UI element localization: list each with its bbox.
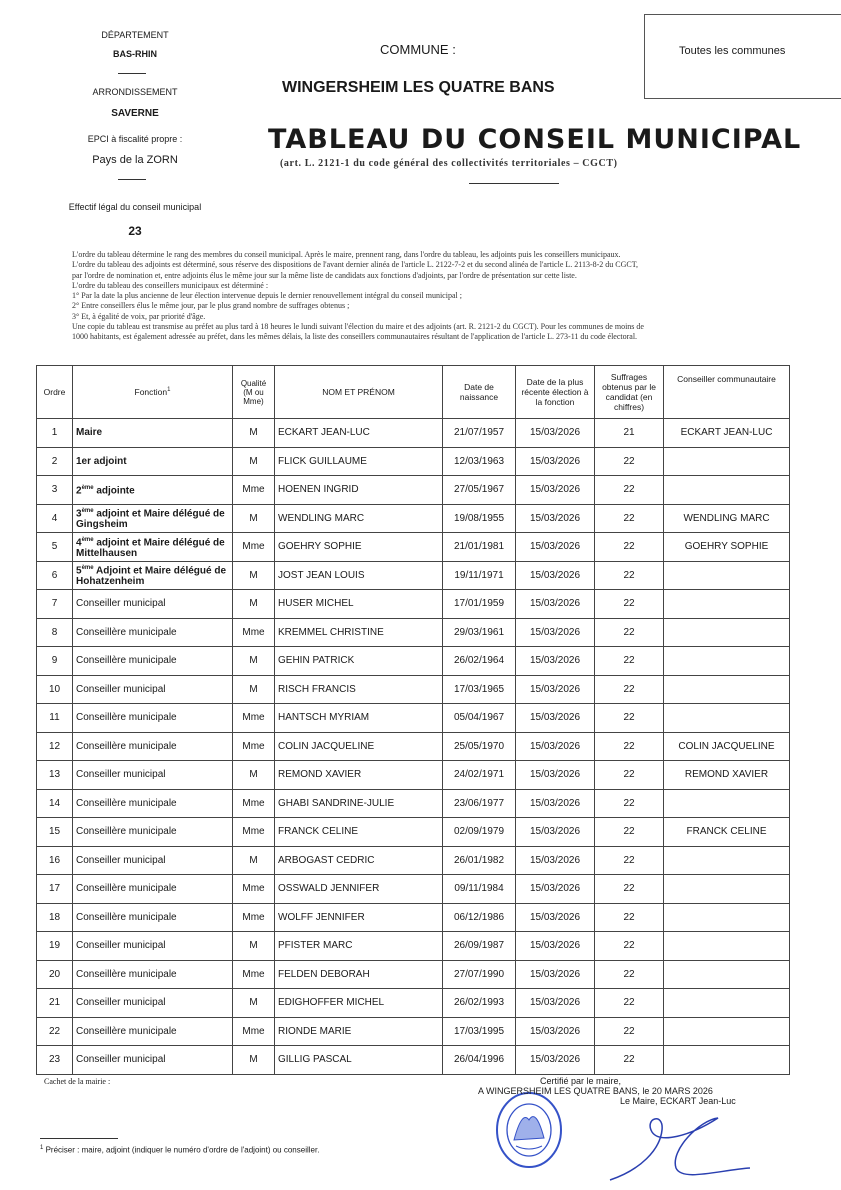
cell-communautaire: FRANCK CELINE (664, 818, 790, 847)
cell-ordre: 17 (37, 875, 73, 904)
fonction-text: Conseillère municipale (76, 883, 177, 895)
cell-qualite: Mme (233, 875, 275, 904)
fonction-text-cont: adjoint et Maire délégué de Gingsheim (76, 508, 225, 531)
cell-fonction (73, 504, 233, 533)
fonction-text: Conseillère municipale (76, 655, 177, 667)
cell-suffrages: 22 (595, 903, 664, 932)
cell-qualite: M (233, 590, 275, 619)
cell-nom: FRANCK CELINE (275, 818, 443, 847)
cell-suffrages: 22 (595, 675, 664, 704)
fonction-text: Conseillère municipale (76, 797, 177, 809)
cell-suffrages: 22 (595, 1046, 664, 1075)
cell-naissance: 29/03/1961 (443, 618, 516, 647)
cell-suffrages: 22 (595, 989, 664, 1018)
cell-communautaire (664, 932, 790, 961)
cell-qualite: Mme (233, 960, 275, 989)
cell-election: 15/03/2026 (516, 818, 595, 847)
cell-qualite: M (233, 846, 275, 875)
col-header-fonction (73, 366, 233, 419)
note-line: 3° Et, à égalité de voix, par priorité d'âge. (72, 311, 206, 321)
col-header-fonction-text: Fonction (134, 387, 168, 397)
cell-fonction (73, 447, 233, 476)
cell-qualite: M (233, 1046, 275, 1075)
cell-fonction (73, 903, 233, 932)
note-line: par l'ordre de nomination et, entre adjoints élus le même jour sur la même liste de candidats aux fonctions d'adjoints, par l'ordre de présentation sur cette liste. (72, 270, 577, 280)
cell-ordre: 6 (37, 561, 73, 590)
cell-nom: WOLFF JENNIFER (275, 903, 443, 932)
cell-election: 15/03/2026 (516, 1017, 595, 1046)
cell-election: 15/03/2026 (516, 533, 595, 562)
cell-fonction (73, 732, 233, 761)
fonction-text-cont: Adjoint et Maire délégué de Hohatzenheim (76, 565, 227, 588)
cell-communautaire: COLIN JACQUELINE (664, 732, 790, 761)
table-row (37, 1017, 790, 1046)
fonction-text: Conseillère municipale (76, 712, 177, 724)
cell-election: 15/03/2026 (516, 504, 595, 533)
cell-communautaire: GOEHRY SOPHIE (664, 533, 790, 562)
cell-fonction (73, 675, 233, 704)
cell-fonction (73, 1046, 233, 1075)
cell-nom: EDIGHOFFER MICHEL (275, 989, 443, 1018)
note-line: L'ordre du tableau détermine le rang des membres du conseil municipal. Après le maire, prennent rang, dans l'ordre du tableau, les adjoints puis les conseillers municipaux. (72, 250, 621, 259)
cell-qualite: M (233, 647, 275, 676)
cell-election: 15/03/2026 (516, 932, 595, 961)
cell-fonction (73, 590, 233, 619)
fonction-text: Conseiller municipal (76, 1054, 166, 1066)
cell-qualite: Mme (233, 533, 275, 562)
table-row (37, 989, 790, 1018)
table-row (37, 875, 790, 904)
cell-nom: HUSER MICHEL (275, 590, 443, 619)
council-table (36, 365, 790, 1075)
cell-ordre: 21 (37, 989, 73, 1018)
cell-naissance: 02/09/1979 (443, 818, 516, 847)
col-header-qualite: Qualité (M ou Mme) (233, 366, 275, 419)
cell-ordre: 16 (37, 846, 73, 875)
ordinal-suffix: ème (81, 536, 94, 543)
mairie-stamp-icon (494, 1090, 564, 1170)
cell-nom: PFISTER MARC (275, 932, 443, 961)
cell-ordre: 7 (37, 590, 73, 619)
table-row (37, 476, 790, 505)
cell-ordre: 8 (37, 618, 73, 647)
cell-fonction (73, 647, 233, 676)
col-header-suffrages: Suffrages obtenus par le candidat (en chiffres) (595, 366, 664, 419)
signatory-line: Le Maire, ECKART Jean-Luc (620, 1096, 736, 1106)
table-row (37, 561, 790, 590)
cell-fonction (73, 875, 233, 904)
cell-ordre: 20 (37, 960, 73, 989)
cell-fonction (73, 618, 233, 647)
cell-qualite: Mme (233, 818, 275, 847)
cell-communautaire (664, 476, 790, 505)
cell-election: 15/03/2026 (516, 675, 595, 704)
note-line: L'ordre du tableau des conseillers municipaux est déterminé : (72, 280, 269, 290)
cell-qualite: M (233, 932, 275, 961)
cell-suffrages: 22 (595, 590, 664, 619)
table-row (37, 618, 790, 647)
cell-suffrages: 22 (595, 960, 664, 989)
cell-fonction (73, 561, 233, 590)
page-title: TABLEAU DU CONSEIL MUNICIPAL (268, 124, 802, 155)
cell-nom: HOENEN INGRID (275, 476, 443, 505)
cell-election: 15/03/2026 (516, 732, 595, 761)
effectif-label: Effectif légal du conseil municipal (68, 202, 202, 212)
cell-nom: GILLIG PASCAL (275, 1046, 443, 1075)
footnote (40, 1145, 319, 1155)
cell-communautaire (664, 561, 790, 590)
cell-nom: FLICK GUILLAUME (275, 447, 443, 476)
cell-naissance: 23/06/1977 (443, 789, 516, 818)
epci-value: Pays de la ZORN (92, 154, 178, 166)
cell-naissance: 17/03/1995 (443, 1017, 516, 1046)
table-row (37, 761, 790, 790)
departement-value: BAS-RHIN (113, 49, 157, 59)
cell-nom: OSSWALD JENNIFER (275, 875, 443, 904)
cell-ordre: 11 (37, 704, 73, 733)
cell-qualite: M (233, 989, 275, 1018)
fonction-text: Conseillère municipale (76, 911, 177, 923)
cell-nom: ARBOGAST CEDRIC (275, 846, 443, 875)
certification-line: Certifié par le maire, (540, 1076, 622, 1086)
cell-ordre: 5 (37, 533, 73, 562)
cell-ordre: 15 (37, 818, 73, 847)
cell-fonction (73, 932, 233, 961)
col-header-ordre: Ordre (37, 366, 73, 419)
cell-nom: KREMMEL CHRISTINE (275, 618, 443, 647)
cell-communautaire (664, 447, 790, 476)
fonction-text: Conseillère municipale (76, 1025, 177, 1037)
cell-nom: REMOND XAVIER (275, 761, 443, 790)
table-row (37, 533, 790, 562)
cell-ordre: 9 (37, 647, 73, 676)
fonction-text: Conseillère municipale (76, 626, 177, 638)
table-row (37, 903, 790, 932)
page-subtitle: (art. L. 2121-1 du code général des collectivités territoriales – CGCT) (280, 158, 618, 169)
cell-naissance: 27/07/1990 (443, 960, 516, 989)
cell-naissance: 05/04/1967 (443, 704, 516, 733)
cell-ordre: 22 (37, 1017, 73, 1046)
commune-label: COMMUNE : (380, 42, 456, 57)
arrondissement-value: SAVERNE (111, 108, 159, 119)
cell-qualite: Mme (233, 732, 275, 761)
cell-election: 15/03/2026 (516, 846, 595, 875)
fonction-text: Conseillère municipale (76, 968, 177, 980)
cell-fonction (73, 533, 233, 562)
cell-naissance: 26/02/1964 (443, 647, 516, 676)
cell-naissance: 21/07/1957 (443, 419, 516, 448)
cell-ordre: 12 (37, 732, 73, 761)
cell-communautaire: WENDLING MARC (664, 504, 790, 533)
cell-suffrages: 22 (595, 932, 664, 961)
cell-naissance: 12/03/1963 (443, 447, 516, 476)
cell-ordre: 18 (37, 903, 73, 932)
cell-naissance: 19/11/1971 (443, 561, 516, 590)
cell-suffrages: 22 (595, 561, 664, 590)
cachet-label: Cachet de la mairie : (44, 1077, 111, 1086)
cell-suffrages: 22 (595, 789, 664, 818)
fonction-text-cont: adjoint et Maire délégué de Mittelhausen (76, 536, 225, 559)
note-line: 1000 habitants, est également adressée au préfet, dans les mêmes délais, la liste des conseillers communautaires résultant de l'application de l'article L. 273-11 du code électoral. (72, 332, 638, 342)
cell-qualite: M (233, 504, 275, 533)
cell-qualite: Mme (233, 903, 275, 932)
cell-nom: RIONDE MARIE (275, 1017, 443, 1046)
footnote-mark: 1 (40, 1145, 44, 1151)
table-row (37, 704, 790, 733)
footnote-divider (40, 1138, 118, 1139)
cell-suffrages: 22 (595, 476, 664, 505)
table-row (37, 960, 790, 989)
cell-suffrages: 22 (595, 732, 664, 761)
footnote-text: Préciser : maire, adjoint (indiquer le numéro d'ordre de l'adjoint) ou conseiller. (43, 1145, 320, 1155)
cell-qualite: M (233, 561, 275, 590)
cell-communautaire (664, 618, 790, 647)
fonction-text: Conseillère municipale (76, 740, 177, 752)
cell-election: 15/03/2026 (516, 447, 595, 476)
cell-fonction (73, 818, 233, 847)
cell-ordre: 4 (37, 504, 73, 533)
cell-communautaire (664, 1017, 790, 1046)
fonction-text: Conseiller municipal (76, 683, 166, 695)
cell-election: 15/03/2026 (516, 647, 595, 676)
scope-box (644, 14, 841, 99)
fonction-text: 1er adjoint (76, 455, 127, 467)
cell-communautaire: REMOND XAVIER (664, 761, 790, 790)
col-header-election: Date de la plus récente élection à la fonction (516, 366, 595, 419)
cell-naissance: 26/04/1996 (443, 1046, 516, 1075)
col-header-naissance: Date de naissance (443, 366, 516, 419)
note-line: Une copie du tableau est transmise au préfet au plus tard à 18 heures le lundi suivant l'élection du maire et des adjoints (art. R. 2121-2 du CGCT). Pour les communes de moins de (72, 322, 644, 332)
cell-election: 15/03/2026 (516, 1046, 595, 1075)
scope-box-text: Toutes les communes (679, 45, 786, 57)
table-header-row (37, 366, 790, 419)
effectif-value: 23 (128, 224, 142, 238)
cell-election: 15/03/2026 (516, 761, 595, 790)
place-date-line: A WINGERSHEIM LES QUATRE BANS, le 20 MARS 2026 (478, 1086, 713, 1096)
cell-election: 15/03/2026 (516, 419, 595, 448)
cell-election: 15/03/2026 (516, 618, 595, 647)
note-line: L'ordre du tableau des adjoints est déterminé, sous réserve des dispositions de l'avant dernier alinéa de l'article L. 2122-7-2 et du second alinéa de l'article L. 2113-8-2 du CGCT, (72, 260, 639, 270)
table-row (37, 419, 790, 448)
table-row (37, 590, 790, 619)
fonction-text: Conseiller municipal (76, 997, 166, 1009)
legal-notes (72, 250, 802, 343)
fonction-text: 2 (76, 485, 82, 497)
fonction-text: Conseiller municipal (76, 769, 166, 781)
cell-naissance: 25/05/1970 (443, 732, 516, 761)
cell-communautaire (664, 789, 790, 818)
cell-ordre: 10 (37, 675, 73, 704)
cell-election: 15/03/2026 (516, 989, 595, 1018)
cell-election: 15/03/2026 (516, 704, 595, 733)
fonction-text-cont: adjointe (93, 485, 135, 497)
cell-suffrages: 22 (595, 1017, 664, 1046)
table-row (37, 447, 790, 476)
fonction-text: Conseillère municipale (76, 826, 177, 838)
cell-election: 15/03/2026 (516, 903, 595, 932)
cell-communautaire (664, 704, 790, 733)
cell-election: 15/03/2026 (516, 960, 595, 989)
col-header-nom: NOM ET PRÉNOM (275, 366, 443, 419)
cell-nom: RISCH FRANCIS (275, 675, 443, 704)
cell-naissance: 19/08/1955 (443, 504, 516, 533)
cell-nom: HANTSCH MYRIAM (275, 704, 443, 733)
cell-qualite: Mme (233, 789, 275, 818)
table-row (37, 818, 790, 847)
cell-qualite: Mme (233, 1017, 275, 1046)
ordinal-suffix: ème (81, 565, 94, 572)
cell-communautaire (664, 675, 790, 704)
cell-fonction (73, 704, 233, 733)
divider (118, 179, 146, 180)
ordinal-suffix: ème (81, 508, 94, 515)
cell-election: 15/03/2026 (516, 789, 595, 818)
cell-ordre: 23 (37, 1046, 73, 1075)
fonction-text: Conseiller municipal (76, 940, 166, 952)
fonction-text: 3 (76, 508, 82, 520)
cell-naissance: 17/03/1965 (443, 675, 516, 704)
cell-suffrages: 22 (595, 875, 664, 904)
divider (469, 183, 559, 184)
cell-qualite: M (233, 675, 275, 704)
cell-nom: FELDEN DEBORAH (275, 960, 443, 989)
cell-fonction (73, 846, 233, 875)
cell-ordre: 1 (37, 419, 73, 448)
table-row (37, 647, 790, 676)
fonction-text: Conseiller municipal (76, 598, 166, 610)
cell-suffrages: 22 (595, 647, 664, 676)
cell-fonction (73, 476, 233, 505)
cell-communautaire (664, 875, 790, 904)
fonction-text: Conseiller municipal (76, 854, 166, 866)
cell-suffrages: 22 (595, 618, 664, 647)
fonction-text: Maire (76, 427, 103, 439)
cell-qualite: Mme (233, 704, 275, 733)
cell-fonction (73, 1017, 233, 1046)
cell-fonction (73, 989, 233, 1018)
table-row (37, 932, 790, 961)
cell-naissance: 21/01/1981 (443, 533, 516, 562)
cell-suffrages: 22 (595, 533, 664, 562)
cell-qualite: Mme (233, 618, 275, 647)
cell-fonction (73, 419, 233, 448)
fonction-text: 5 (76, 565, 82, 577)
table-row (37, 846, 790, 875)
departement-label: DÉPARTEMENT (101, 30, 169, 40)
cell-communautaire (664, 590, 790, 619)
cell-nom: GOEHRY SOPHIE (275, 533, 443, 562)
epci-label: EPCI à fiscalité propre : (87, 134, 183, 144)
cell-election: 15/03/2026 (516, 476, 595, 505)
cell-suffrages: 22 (595, 846, 664, 875)
cell-election: 15/03/2026 (516, 875, 595, 904)
divider (118, 73, 146, 74)
cell-nom: ECKART JEAN-LUC (275, 419, 443, 448)
cell-naissance: 26/01/1982 (443, 846, 516, 875)
cell-nom: JOST JEAN LOUIS (275, 561, 443, 590)
ordinal-suffix: ème (81, 485, 94, 492)
cell-nom: GEHIN PATRICK (275, 647, 443, 676)
cell-ordre: 3 (37, 476, 73, 505)
table-row (37, 789, 790, 818)
cell-communautaire (664, 1046, 790, 1075)
cell-communautaire (664, 903, 790, 932)
cell-fonction (73, 960, 233, 989)
mayor-signature-icon (600, 1110, 770, 1182)
cell-nom: GHABI SANDRINE-JULIE (275, 789, 443, 818)
cell-qualite: Mme (233, 476, 275, 505)
commune-name: WINGERSHEIM LES QUATRE BANS (282, 79, 555, 96)
cell-naissance: 26/02/1993 (443, 989, 516, 1018)
cell-fonction (73, 789, 233, 818)
cell-suffrages: 21 (595, 419, 664, 448)
cell-naissance: 24/02/1971 (443, 761, 516, 790)
cell-communautaire (664, 989, 790, 1018)
cell-naissance: 06/12/1986 (443, 903, 516, 932)
cell-qualite: M (233, 447, 275, 476)
cell-communautaire (664, 647, 790, 676)
table-row (37, 504, 790, 533)
cell-naissance: 27/05/1967 (443, 476, 516, 505)
cell-suffrages: 22 (595, 447, 664, 476)
note-line: 2° Entre conseillers élus le même jour, par le plus grand nombre de suffrages obtenus ; (72, 301, 350, 311)
cell-qualite: M (233, 761, 275, 790)
cell-naissance: 17/01/1959 (443, 590, 516, 619)
cell-naissance: 26/09/1987 (443, 932, 516, 961)
note-line: 1° Par la date la plus ancienne de leur élection intervenue depuis le dernier renouvellement intégral du conseil municipal ; (72, 291, 462, 301)
cell-communautaire (664, 960, 790, 989)
footnote-ref: 1 (167, 387, 171, 394)
cell-election: 15/03/2026 (516, 561, 595, 590)
cell-ordre: 13 (37, 761, 73, 790)
fonction-text: 4 (76, 536, 82, 548)
cell-qualite: M (233, 419, 275, 448)
cell-nom: COLIN JACQUELINE (275, 732, 443, 761)
cell-suffrages: 22 (595, 704, 664, 733)
arrondissement-label: ARRONDISSEMENT (92, 87, 178, 97)
cell-ordre: 19 (37, 932, 73, 961)
col-header-communautaire: Conseiller communautaire (664, 366, 790, 419)
table-row (37, 732, 790, 761)
cell-communautaire: ECKART JEAN-LUC (664, 419, 790, 448)
cell-communautaire (664, 846, 790, 875)
table-row (37, 1046, 790, 1075)
cell-suffrages: 22 (595, 504, 664, 533)
cell-naissance: 09/11/1984 (443, 875, 516, 904)
table-row (37, 675, 790, 704)
cell-suffrages: 22 (595, 818, 664, 847)
cell-ordre: 14 (37, 789, 73, 818)
cell-election: 15/03/2026 (516, 590, 595, 619)
cell-ordre: 2 (37, 447, 73, 476)
cell-suffrages: 22 (595, 761, 664, 790)
cell-nom: WENDLING MARC (275, 504, 443, 533)
cell-fonction (73, 761, 233, 790)
